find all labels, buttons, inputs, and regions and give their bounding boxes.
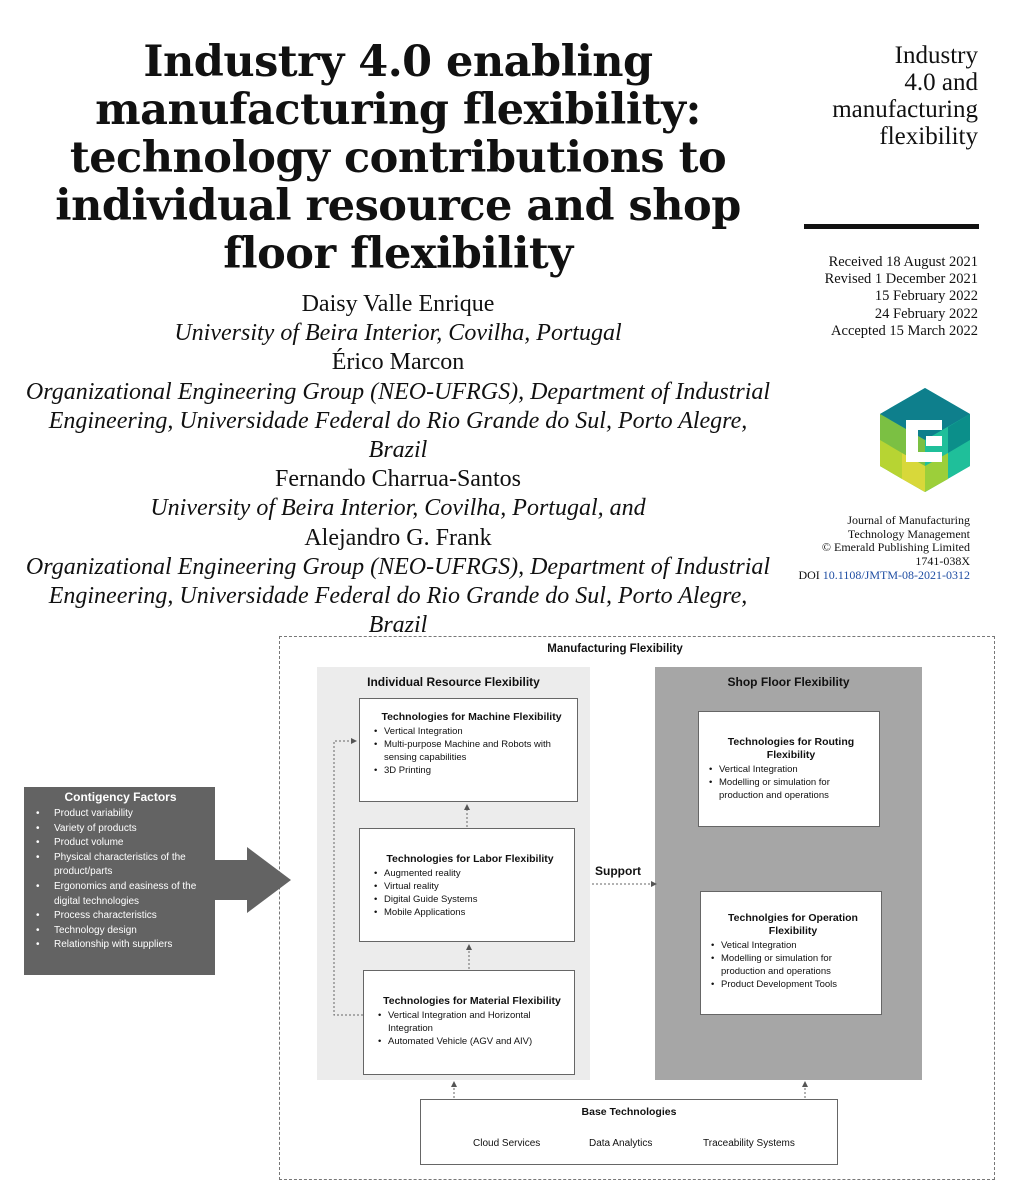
- running-head-rule: [804, 224, 979, 229]
- date-line: Revised 1 December 2021: [824, 271, 978, 288]
- list-item: • Relationship with suppliers: [36, 938, 205, 953]
- author-affiliation: Organizational Engineering Group (NEO-UFRGS), Department of Industrial: [25, 378, 771, 405]
- list-item: • Augmented reality: [374, 867, 566, 880]
- journal-line: © Emerald Publishing Limited: [821, 540, 970, 555]
- title-line: Industry 4.0 enabling: [143, 37, 653, 87]
- routing-flexibility-box: [698, 711, 880, 827]
- date-line: 24 February 2022: [874, 305, 978, 322]
- title-line: technology contributions to: [69, 133, 727, 183]
- author-name: Érico Marcon: [331, 349, 465, 376]
- box-title: Technolgies for Operation Flexibility: [728, 912, 858, 937]
- author-affiliation: Engineering, Universidade Federal do Rio Grande do Sul, Porto Alegre, Brazil: [48, 407, 748, 464]
- individual-resource-title: Individual Resource Flexibility: [367, 675, 540, 689]
- base-item: Traceability Systems: [703, 1138, 795, 1149]
- emerald-logo-icon: [878, 386, 972, 494]
- journal-line: Technology Management: [847, 526, 970, 541]
- list-item: • Technology design: [36, 924, 205, 939]
- title-line: manufacturing flexibility:: [95, 85, 701, 135]
- doi-link[interactable]: 10.1108/JMTM-08-2021-0312: [822, 567, 970, 582]
- shop-floor-title: Shop Floor Flexibility: [727, 675, 850, 689]
- operation-flexibility-box: [700, 891, 882, 1015]
- list-item: • Product Development Tools: [711, 978, 875, 991]
- material-flexibility-box: [363, 970, 575, 1075]
- journal-line: Journal of Manufacturing: [847, 513, 970, 527]
- big-arrow-icon: [213, 847, 291, 913]
- list-item: • Product volume: [36, 836, 205, 851]
- author-affiliation: Organizational Engineering Group (NEO-UFRGS), Department of Industrial: [25, 553, 771, 580]
- list-item: • Product variability: [36, 807, 205, 822]
- journal-line: 1741-038X: [915, 554, 970, 569]
- author-name: Fernando Charrua-Santos: [275, 466, 521, 493]
- list-item: • Mobile Applications: [374, 906, 566, 919]
- author-affiliation: University of Beira Interior, Covilha, Portugal, and: [150, 495, 646, 522]
- support-label: Support: [595, 864, 641, 878]
- list-item: • Digital Guide Systems: [374, 893, 566, 906]
- labor-flexibility-box: [359, 828, 575, 942]
- submission-dates: [778, 254, 978, 340]
- running-head: [778, 42, 978, 150]
- author-name: Daisy Valle Enrique: [301, 291, 495, 317]
- list-item: • Automated Vehicle (AGV and AIV): [378, 1035, 566, 1048]
- running-head-line: 4.0 and: [904, 69, 978, 96]
- running-head-line: flexibility: [879, 123, 978, 150]
- box-title: Technologies for Machine Flexibility: [381, 711, 562, 723]
- base-item: Cloud Services: [473, 1138, 541, 1149]
- list-item: • Ergonomics and easiness of the digital technologies: [36, 880, 205, 909]
- list-item: • 3D Printing: [374, 764, 569, 777]
- date-line: Received 18 August 2021: [828, 254, 978, 270]
- paper-title: [22, 38, 774, 278]
- list-item: • Vertical Integration: [374, 725, 569, 738]
- list-item: • Vertical Integration: [709, 763, 873, 776]
- title-line: individual resource and shop: [55, 181, 741, 231]
- base-title: Base Technologies: [581, 1106, 677, 1118]
- list-item: • Vertical Integration and Horizontal Integration: [378, 1009, 566, 1035]
- date-line: Accepted 15 March 2022: [831, 322, 978, 339]
- manufacturing-flexibility-title: Manufacturing Flexibility: [547, 643, 683, 655]
- doi-label: DOI: [798, 567, 820, 582]
- list-item: • Vetical Integration: [711, 939, 875, 952]
- list-item: • Multi-purpose Machine and Robots with sensing capabilities: [374, 738, 569, 764]
- journal-info: [750, 514, 970, 583]
- running-head-line: Industry: [894, 42, 978, 69]
- author-list: [22, 290, 774, 640]
- author-name: Alejandro G. Frank: [304, 524, 492, 551]
- contingency-title: Contigency Factors: [64, 790, 177, 804]
- author-affiliation: Engineering, Universidade Federal do Rio Grande do Sul, Porto Alegre, Brazil: [48, 583, 748, 639]
- list-item: • Physical characteristics of the product/parts: [36, 851, 205, 880]
- list-item: • Virtual reality: [374, 880, 566, 893]
- doi-line: [750, 569, 970, 583]
- base-item: Data Analytics: [589, 1138, 653, 1149]
- base-technologies-box: [420, 1099, 838, 1165]
- date-line: 15 February 2022: [874, 288, 978, 305]
- list-item: • Modelling or simulation for production and operations: [709, 776, 873, 802]
- list-item: • Variety of products: [36, 822, 205, 837]
- box-title: Technologies for Material Flexibility: [383, 995, 561, 1007]
- author-affiliation: University of Beira Interior, Covilha, Portugal: [174, 320, 622, 347]
- list-item: • Modelling or simulation for production and operations: [711, 952, 875, 978]
- title-line: floor flexibility: [223, 229, 573, 279]
- list-item: • Process characteristics: [36, 909, 205, 924]
- framework-figure: [0, 620, 1015, 1200]
- contingency-factors-box: [24, 787, 215, 975]
- box-title: Technologies for Labor Flexibility: [386, 853, 554, 865]
- machine-flexibility-box: [359, 698, 578, 802]
- box-title: Technologies for Routing Flexibility: [727, 736, 855, 761]
- running-head-line: manufacturing: [832, 96, 978, 123]
